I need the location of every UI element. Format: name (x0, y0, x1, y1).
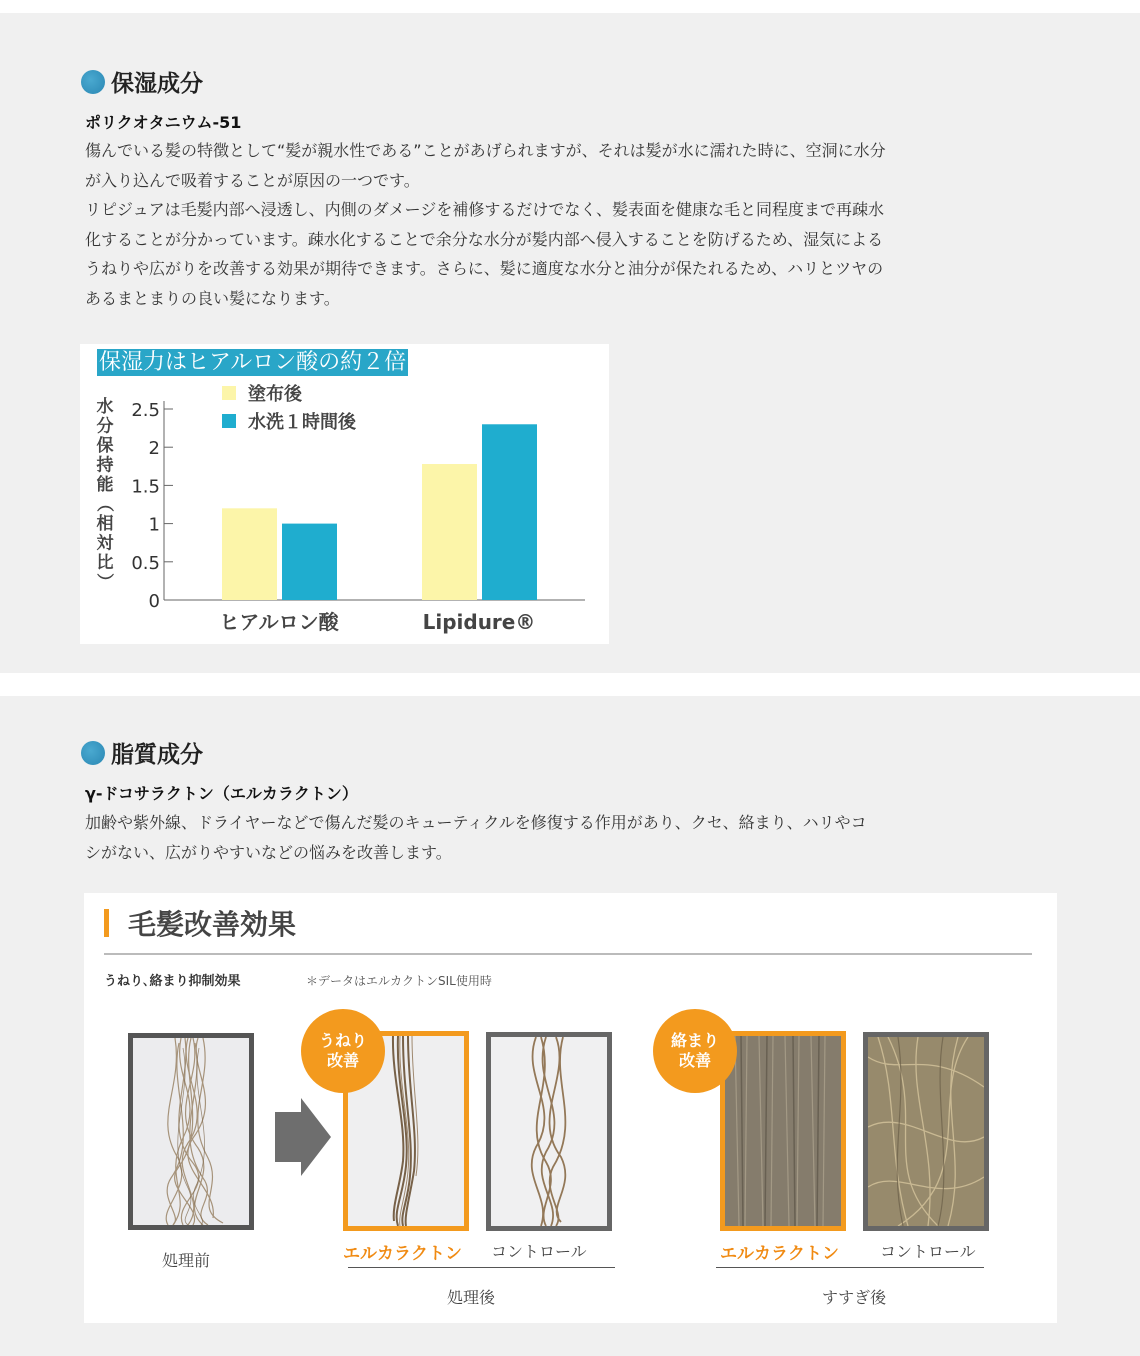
y-axis-label-char: 対 (96, 533, 114, 554)
legend-label: 塗布後 (248, 384, 302, 405)
section-heading (81, 65, 203, 98)
lipid-section (0, 696, 1140, 1356)
section-heading (81, 736, 203, 769)
paragraph-line: が入り込んで吸着することが原因の一つです。 (85, 170, 420, 190)
section-title: 保湿成分 (111, 71, 203, 97)
y-axis-label-char: （ (94, 495, 114, 512)
hair-photo-before (128, 1033, 254, 1230)
y-tick-label: 0 (148, 591, 160, 612)
bullet-dot-icon (81, 741, 105, 765)
wavy-hair-image (133, 1038, 249, 1225)
hair-photo-control-2 (863, 1032, 989, 1231)
smooth-hair-closeup-image (725, 1036, 841, 1226)
bar (422, 464, 477, 600)
figure-note: ＊データはエルカクトンSIL使用時 (306, 974, 492, 988)
badge-line: 改善 (678, 1051, 711, 1070)
tangle-improve-badge (653, 1009, 737, 1093)
caption-after-treatment: 処理後 (447, 1288, 496, 1307)
wavy-hair-image (491, 1037, 607, 1226)
category-label: ヒアルロン酸 (219, 610, 339, 634)
badge-line: うねり (318, 1031, 367, 1050)
group-rule (716, 1267, 984, 1268)
y-axis-label-char: 比 (96, 553, 114, 573)
badge-line: 絡まり (670, 1031, 719, 1050)
bar (222, 508, 277, 600)
caption-control-2: コントロール (880, 1242, 976, 1261)
category-label: Lipidure® (422, 610, 536, 634)
y-axis-label-char: 能 (96, 475, 114, 495)
paragraph-line: 化することが分かっています。疎水化することで余分な水分が髪内部へ侵入することを防げるため、湿気による (85, 229, 884, 249)
y-tick-label: 2 (148, 438, 160, 460)
y-tick-label: 1.5 (131, 476, 160, 498)
bullet-dot-icon (81, 70, 105, 94)
ingredient-name: γ-ドコサラクトン（エルカラクトン） (85, 784, 358, 803)
hair-photo-control-1 (486, 1032, 612, 1231)
hair-improvement-figure (84, 893, 1057, 1323)
figure-subtitle: うねり､絡まり抑制効果 (104, 974, 241, 989)
paragraph-line: うねりや広がりを改善する効果が期待できます。さらに、髪に適度な水分と油分が保たれるため、ハリとツヤの (85, 259, 884, 278)
bar (282, 524, 337, 600)
title-accent-bar (104, 909, 109, 937)
moisture-chart (80, 344, 609, 644)
y-axis-label-char: 持 (96, 455, 114, 476)
caption-before: 処理前 (162, 1251, 211, 1270)
chart-canvas (80, 344, 609, 644)
y-axis-label-char: ） (94, 573, 114, 590)
y-axis-label-char: 相 (96, 514, 114, 534)
caption-elcalactone-1: エルカラクトン (343, 1244, 462, 1264)
caption-control-1: コントロール (491, 1242, 587, 1261)
y-axis-label-char: 分 (96, 416, 114, 437)
tangled-hair-closeup-image (868, 1037, 984, 1226)
y-axis-label-char: 保 (96, 436, 114, 456)
paragraph-line: 加齢や紫外線、ドライヤーなどで傷んだ髪のキューティクルを修復する作用があり、クセ、絡まり、ハリやコ (85, 813, 867, 832)
ingredient-name: ポリクオタニウム-51 (85, 113, 242, 132)
y-tick-label: 0.5 (131, 552, 160, 574)
caption-elcalactone-2: エルカラクトン (720, 1244, 839, 1264)
bar (482, 424, 537, 600)
legend-swatch (222, 414, 236, 428)
section-title: 脂質成分 (111, 742, 203, 768)
y-tick-label: 1 (148, 514, 160, 536)
paragraph-line: シがない、広がりやすいなどの悩みを改善します。 (85, 842, 452, 862)
group-rule (348, 1267, 615, 1268)
moisturizing-section (0, 13, 1140, 673)
caption-after-rinse: すすぎ後 (822, 1288, 887, 1307)
section-paragraph (85, 136, 1055, 313)
hair-photo-elcalactone-2 (720, 1031, 846, 1231)
y-axis-label-char: 水 (96, 397, 114, 417)
legend-label: 水洗１時間後 (248, 412, 356, 433)
figure-title: 毛髪改善効果 (128, 908, 297, 941)
y-tick-label: 2.5 (131, 400, 160, 421)
badge-line: 改善 (326, 1051, 359, 1070)
wave-improve-badge (301, 1009, 385, 1093)
paragraph-line: 傷んでいる髪の特徴として“髪が親水性である”ことがあげられますが、それは髪が水に濡れた時に、空洞に水分 (85, 141, 886, 160)
section-paragraph (85, 808, 1055, 867)
paragraph-line: あるまとまりの良い髪になります。 (85, 288, 340, 308)
paragraph-line: リピジュアは毛髪内部へ浸透し、内側のダメージを補修するだけでなく、髪表面を健康な毛と同程度まで再疎水 (85, 200, 885, 219)
chart-title: 保湿力はヒアルロン酸の約２倍 (99, 350, 407, 375)
legend-swatch (222, 386, 236, 400)
arrow-right-icon (275, 1098, 331, 1176)
divider (104, 953, 1032, 955)
